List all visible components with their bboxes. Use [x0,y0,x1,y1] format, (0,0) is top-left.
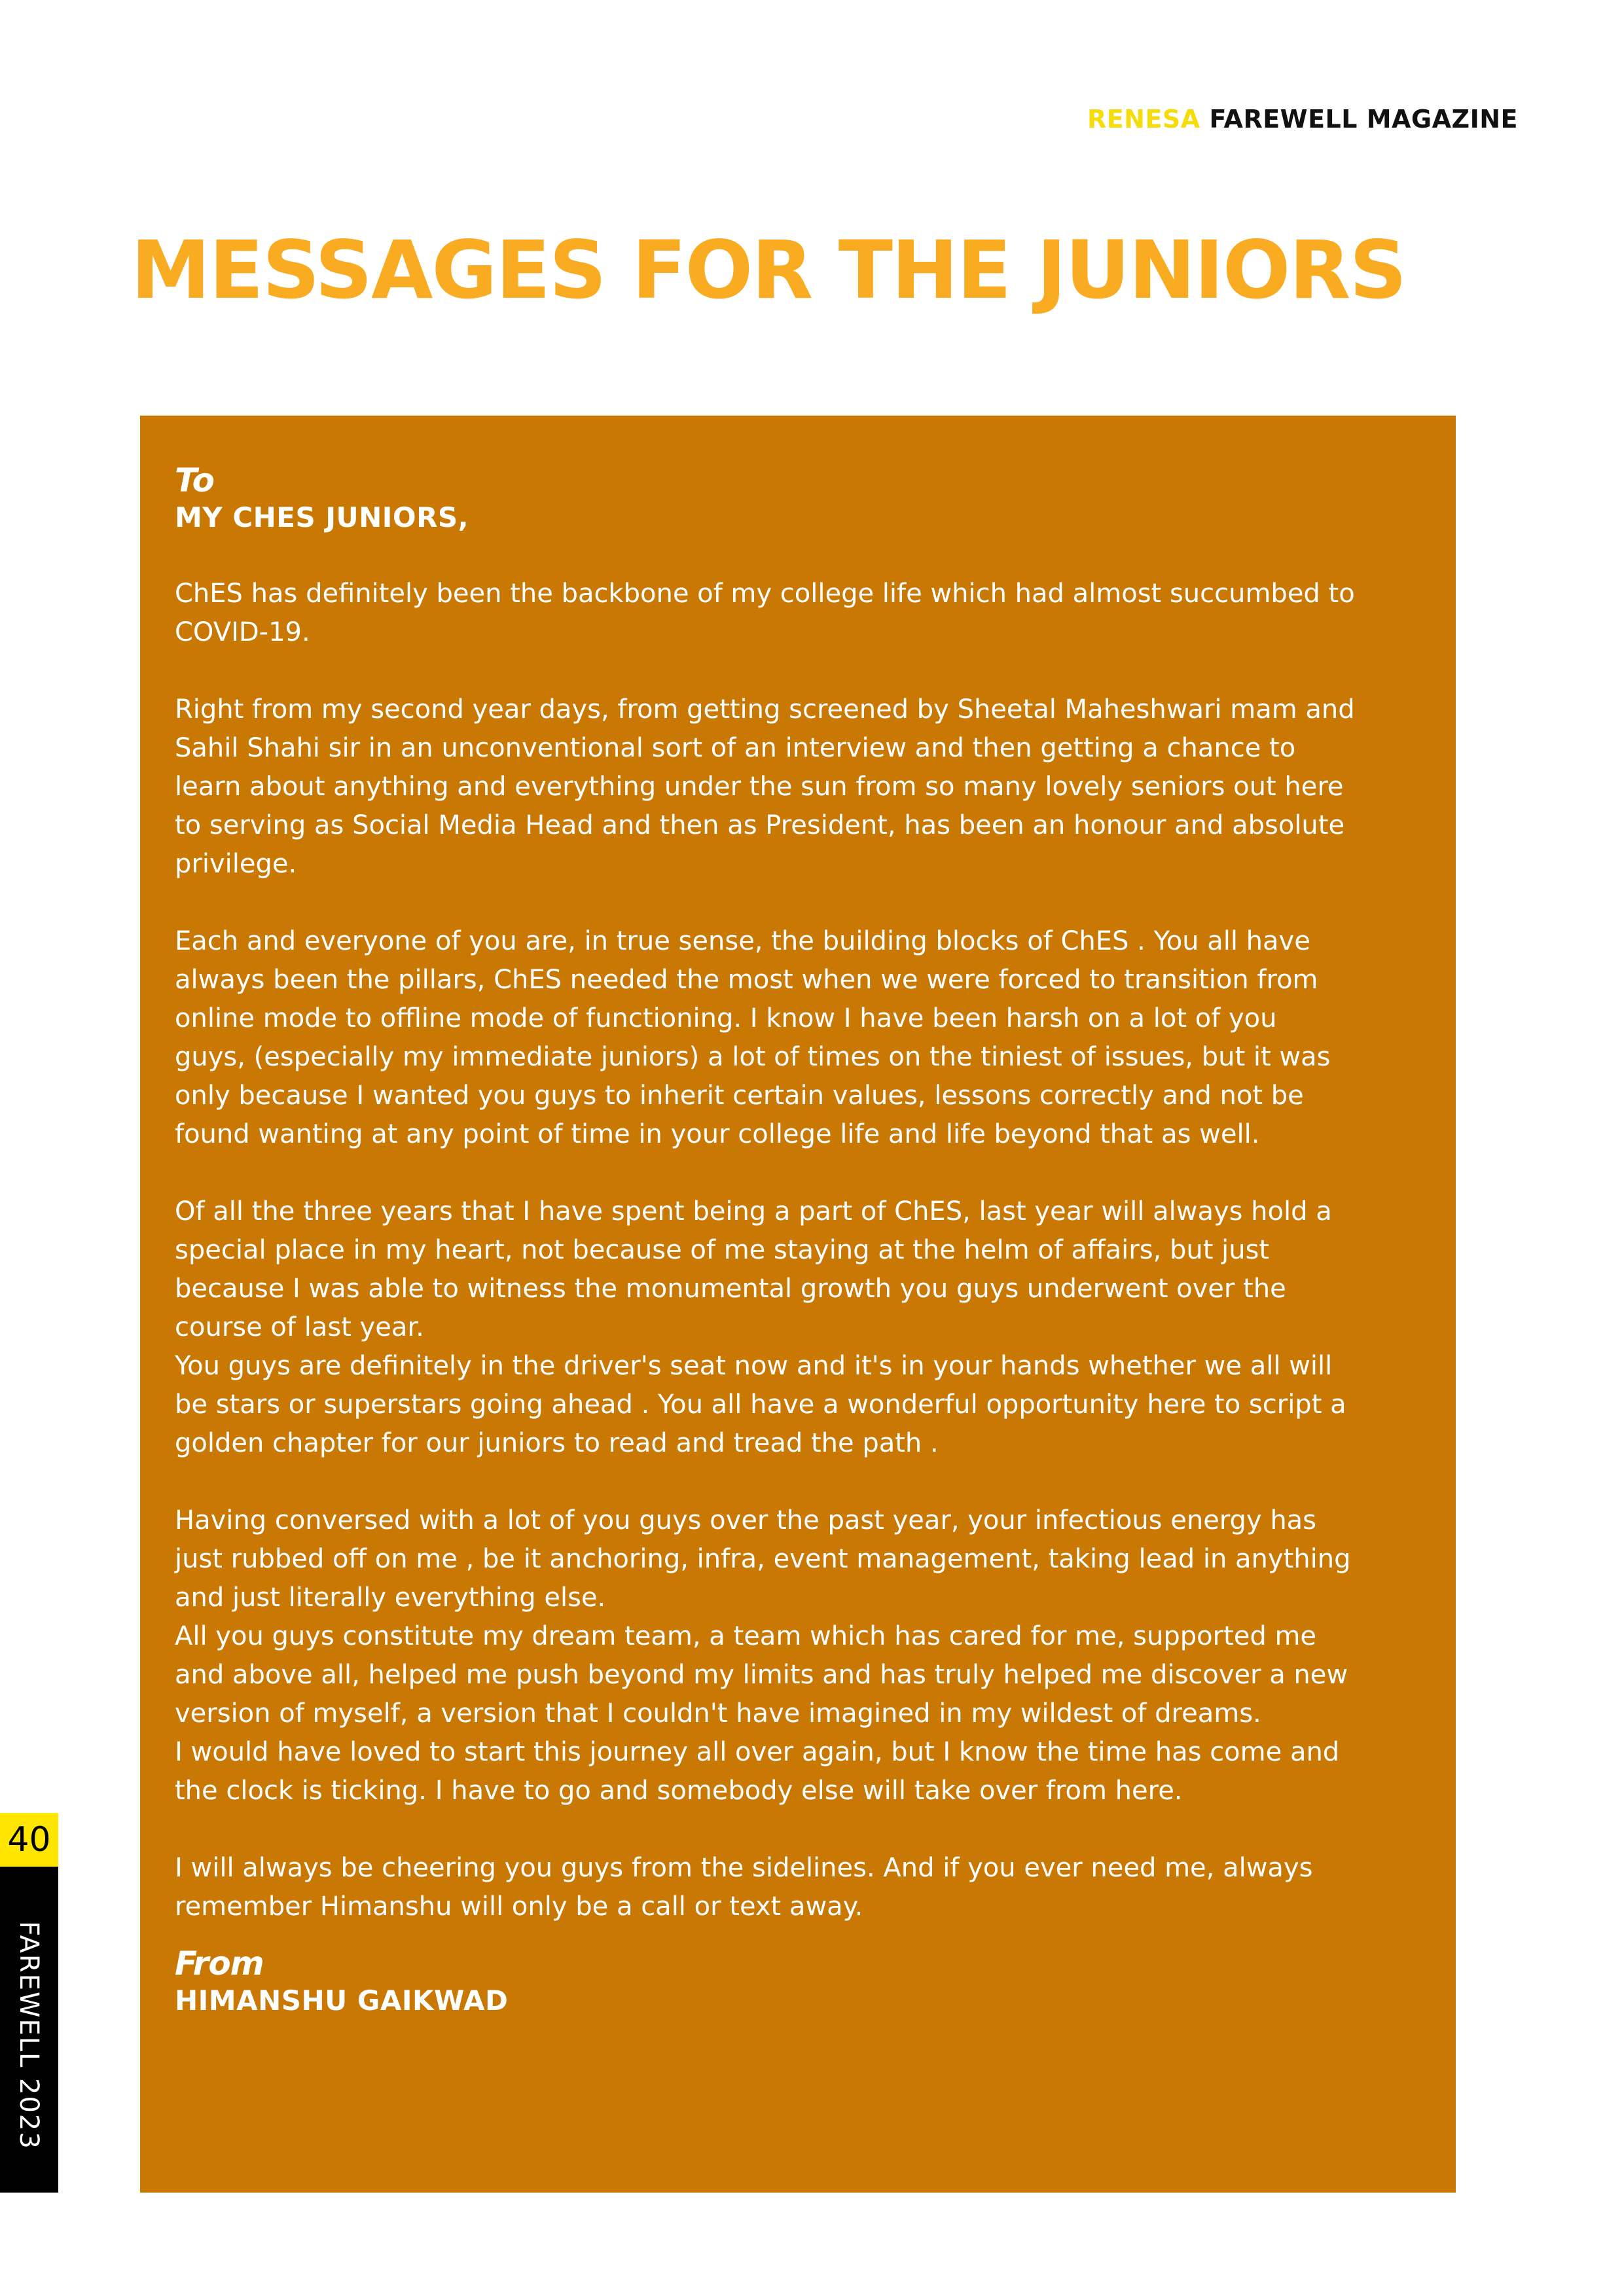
header-magazine-name: FAREWELL MAGAZINE [1209,105,1518,134]
letter-paragraph: ChES has definitely been the backbone of my college life which had almost succumbed to COVID-19. [175,579,1355,647]
letter-paragraph: I will always be cheering you guys from the sidelines. And if you ever need me, always remember Himanshu will only be a call or text away. [175,1853,1313,1922]
page-number: 40 [0,1813,58,1867]
letter-paragraph: Each and everyone of you are, in true sense, the building blocks of ChES . You all have always been the pillars, ChES needed the most when we were forced to transition from online mode to offline mode of functioning. I know I have been harsh on a lot of you guys, (especially my immediate juniors) a lot of times on the tiniest of issues, but it was only because I wanted you guys to inherit certain values, lessons correctly and not be found wanting at any point of time in your college life and life beyond that as well. [175,926,1331,1149]
letter-panel [140,416,1456,2193]
letter-paragraph: Having conversed with a lot of you guys over the past year, your infectious energy has just rubbed off on me , be it anchoring, infra, event management, taking lead in anything and just literally everything else. All you guys constitute my dream team, a team which has cared for me, supported me and above all, helped me push beyond my limits and has truly helped me discover a new version of myself, a version that I couldn't have imagined in my wildest of dreams. I would have loved to start this journey all over again, but I know the time has come and the clock is ticking. I have to go and somebody else will take over from here. [175,1505,1351,1806]
letter-addressee: MY CHES JUNIORS, [175,501,469,533]
page-title: MESSAGES FOR THE JUNIORS [131,224,1406,317]
magazine-header [1087,105,1518,134]
side-tab-label: FAREWELL 2023 [14,1921,44,2150]
letter-signature: HIMANSHU GAIKWAD [175,1984,509,2017]
letter-closing: From [175,1945,264,1982]
letter-paragraph: Of all the three years that I have spent being a part of ChES, last year will always hold a special place in my heart, not because of me staying at the helm of affairs, but just because I was able to witness the monumental growth you guys underwent over the course of last year. You guys are definitely in the driver's seat now and it's in your hands whether we all will be stars or superstars going ahead . You all have a wonderful opportunity here to script a golden chapter for our juniors to read and tread the path . [175,1196,1346,1458]
letter-salutation: To [175,461,215,499]
letter-paragraph: Right from my second year days, from getting screened by Sheetal Maheshwari mam and Sahil Shahi sir in an unconventional sort of an interview and then getting a chance to learn about anything and everything under the sun from so many lovely seniors out here to serving as Social Media Head and then as President, has been an honour and absolute privilege. [175,694,1355,879]
header-brand: RENESA [1087,105,1200,134]
